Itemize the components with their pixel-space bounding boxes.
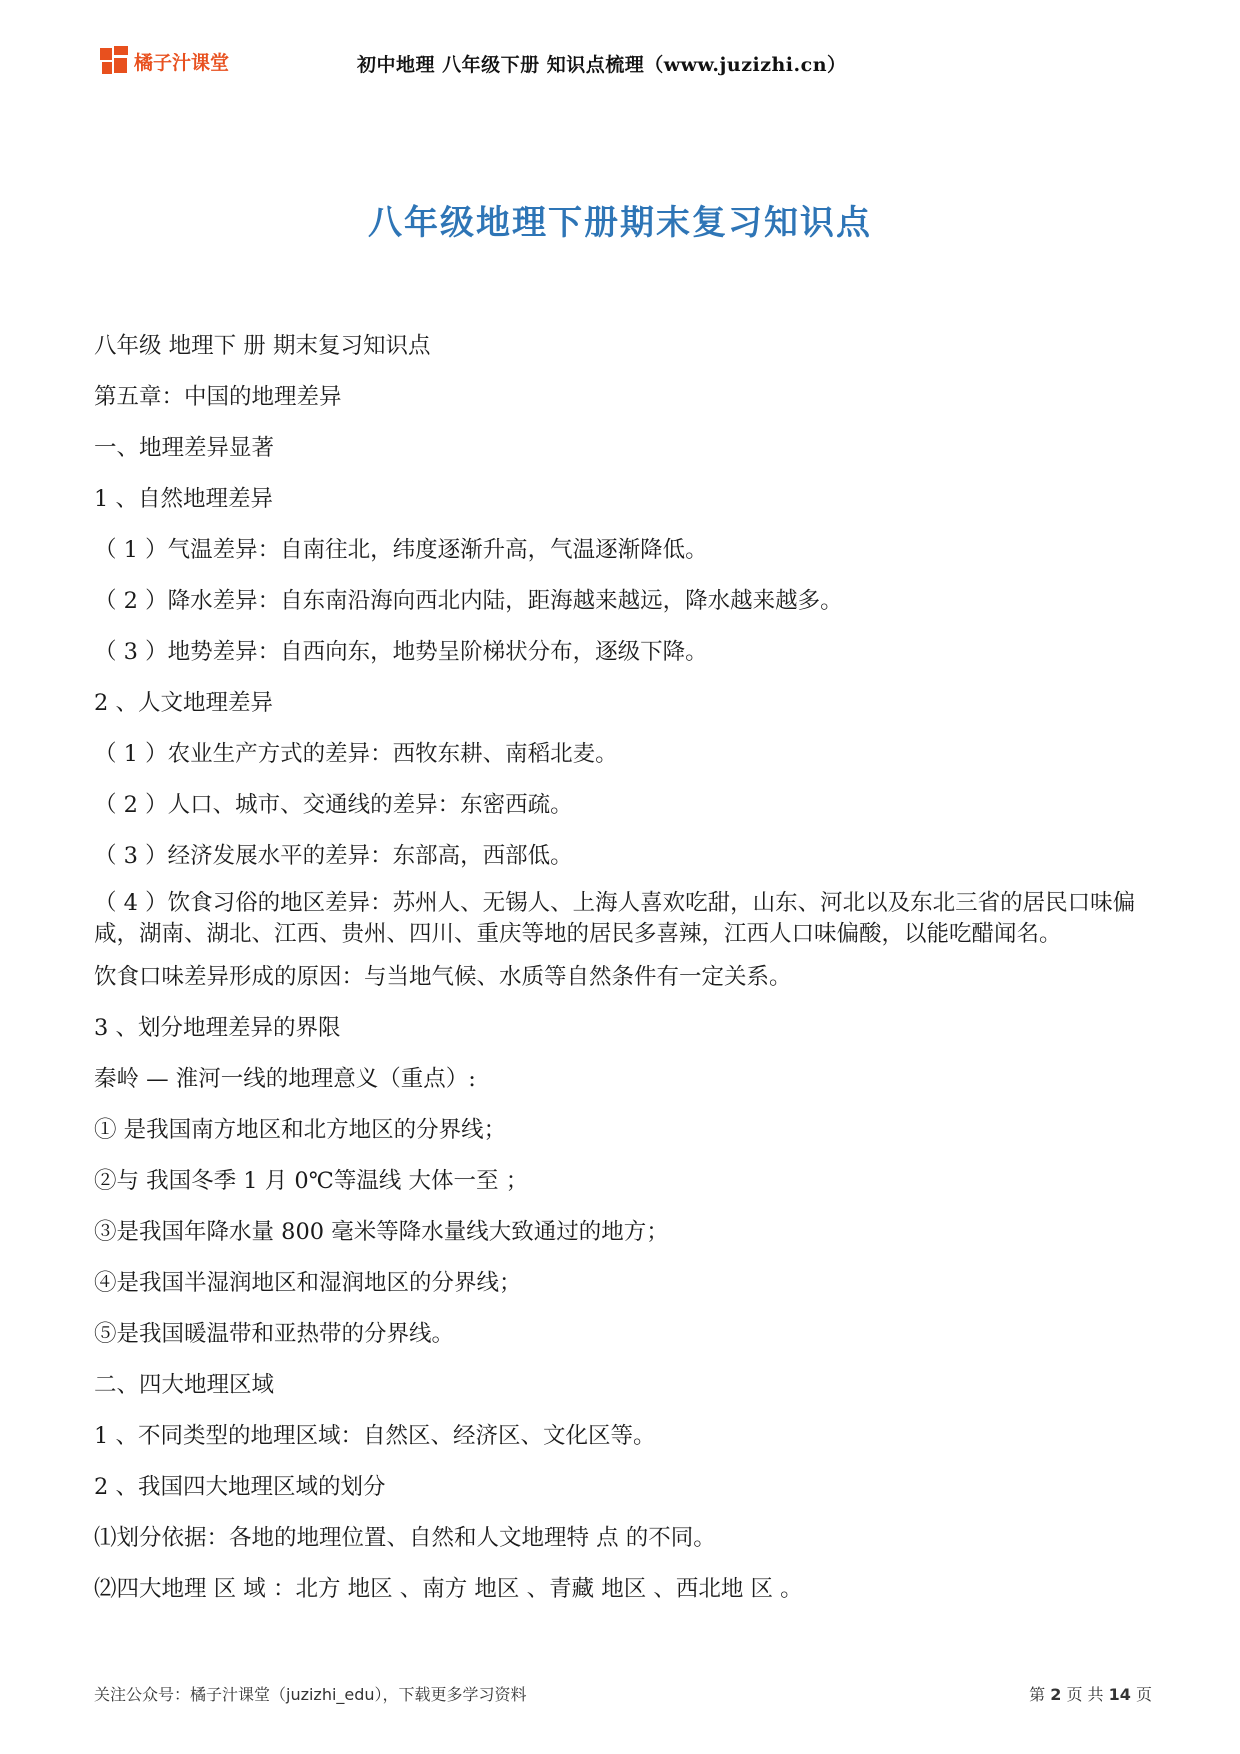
- paragraph: ⑵四大地理 区 域 ：北方 地区 、南方 地区 、青藏 地区 、西北地 区 。: [94, 1576, 803, 1602]
- page-number: [1029, 1682, 1152, 1705]
- paragraph: 秦岭 — 淮河一线的地理意义（重点）:: [94, 1066, 476, 1092]
- paragraph: ③是我国年降水量 800 毫米等降水量线大致通过的地方；: [94, 1219, 669, 1245]
- paragraph: ⑴划分依据：各地的地理位置、自然和人文地理特 点 的不同。: [94, 1525, 716, 1551]
- header-title: 初中地理 八年级下册 知识点梳理（www.juzizhi.cn）: [357, 54, 847, 76]
- footer-note: 关注公众号：橘子汁课堂（juzizhi_edu），下载更多学习资料: [94, 1685, 527, 1704]
- page-current: 2: [1050, 1685, 1062, 1704]
- paragraph: （ 2 ）降水差异：自东南沿海向西北内陆，距海越来越远，降水越来越多。: [94, 588, 843, 614]
- paragraph: （ 1 ）农业生产方式的差异：西牧东耕、南稻北麦。: [94, 741, 618, 767]
- paragraph: ⑤是我国暖温带和亚热带的分界线。: [94, 1321, 455, 1347]
- logo-text: 橘子汁课堂: [134, 51, 230, 74]
- document-body: [94, 327, 1152, 1621]
- paragraph: 八年级 地理下 册 期末复习知识点: [94, 333, 431, 359]
- paragraph: 二、四大地理区域: [94, 1372, 275, 1398]
- logo: [100, 46, 229, 76]
- paragraph: （ 2 ）人口、城市、交通线的差异：东密西疏。: [94, 792, 573, 818]
- paragraph: （ 4 ）饮食习俗的地区差异：苏州人、无锡人、上海人喜欢吃甜，山东、河北以及东北三省的居民口味偏咸，湖南、湖北、江西、贵州、四川、重庆等地的居民多喜辣，江西人口味偏酸，以能吃醋闻名。: [94, 890, 1136, 947]
- page-prefix: 第: [1029, 1685, 1046, 1704]
- page-middle: 页 共: [1066, 1685, 1104, 1704]
- paragraph: （ 3 ）地势差异：自西向东，地势呈阶梯状分布，逐级下降。: [94, 639, 708, 665]
- paragraph: 一、地理差异显著: [94, 435, 275, 461]
- page-header: [0, 40, 1240, 90]
- paragraph: 1 、不同类型的地理区域：自然区、经济区、文化区等。: [94, 1423, 656, 1449]
- paragraph: （ 3 ）经济发展水平的差异：东部高，西部低。: [94, 843, 573, 869]
- page-total: 14: [1108, 1685, 1131, 1704]
- paragraph: 2 、人文地理差异: [94, 690, 273, 716]
- page-footer: [94, 1682, 1152, 1712]
- paragraph: 3 、划分地理差异的界限: [94, 1015, 341, 1041]
- paragraph: ① 是我国南方地区和北方地区的分界线；: [94, 1117, 507, 1143]
- paragraph: ②与 我国冬季 1 月 0℃等温线 大体一至 ；: [94, 1168, 529, 1194]
- document-title: 八年级地理下册期末复习知识点: [368, 203, 872, 243]
- paragraph: （ 1 ）气温差异：自南往北，纬度逐渐升高，气温逐渐降低。: [94, 537, 708, 563]
- page-suffix: 页: [1135, 1685, 1152, 1704]
- paragraph: 第五章：中国的地理差异: [94, 384, 342, 410]
- paragraph: 饮食口味差异形成的原因：与当地气候、水质等自然条件有一定关系。: [94, 964, 792, 990]
- paragraph: 1 、自然地理差异: [94, 486, 273, 512]
- logo-mark-icon: [100, 46, 130, 76]
- paragraph: ④是我国半湿润地区和湿润地区的分界线；: [94, 1270, 522, 1296]
- paragraph: 2 、我国四大地理区域的划分: [94, 1474, 386, 1500]
